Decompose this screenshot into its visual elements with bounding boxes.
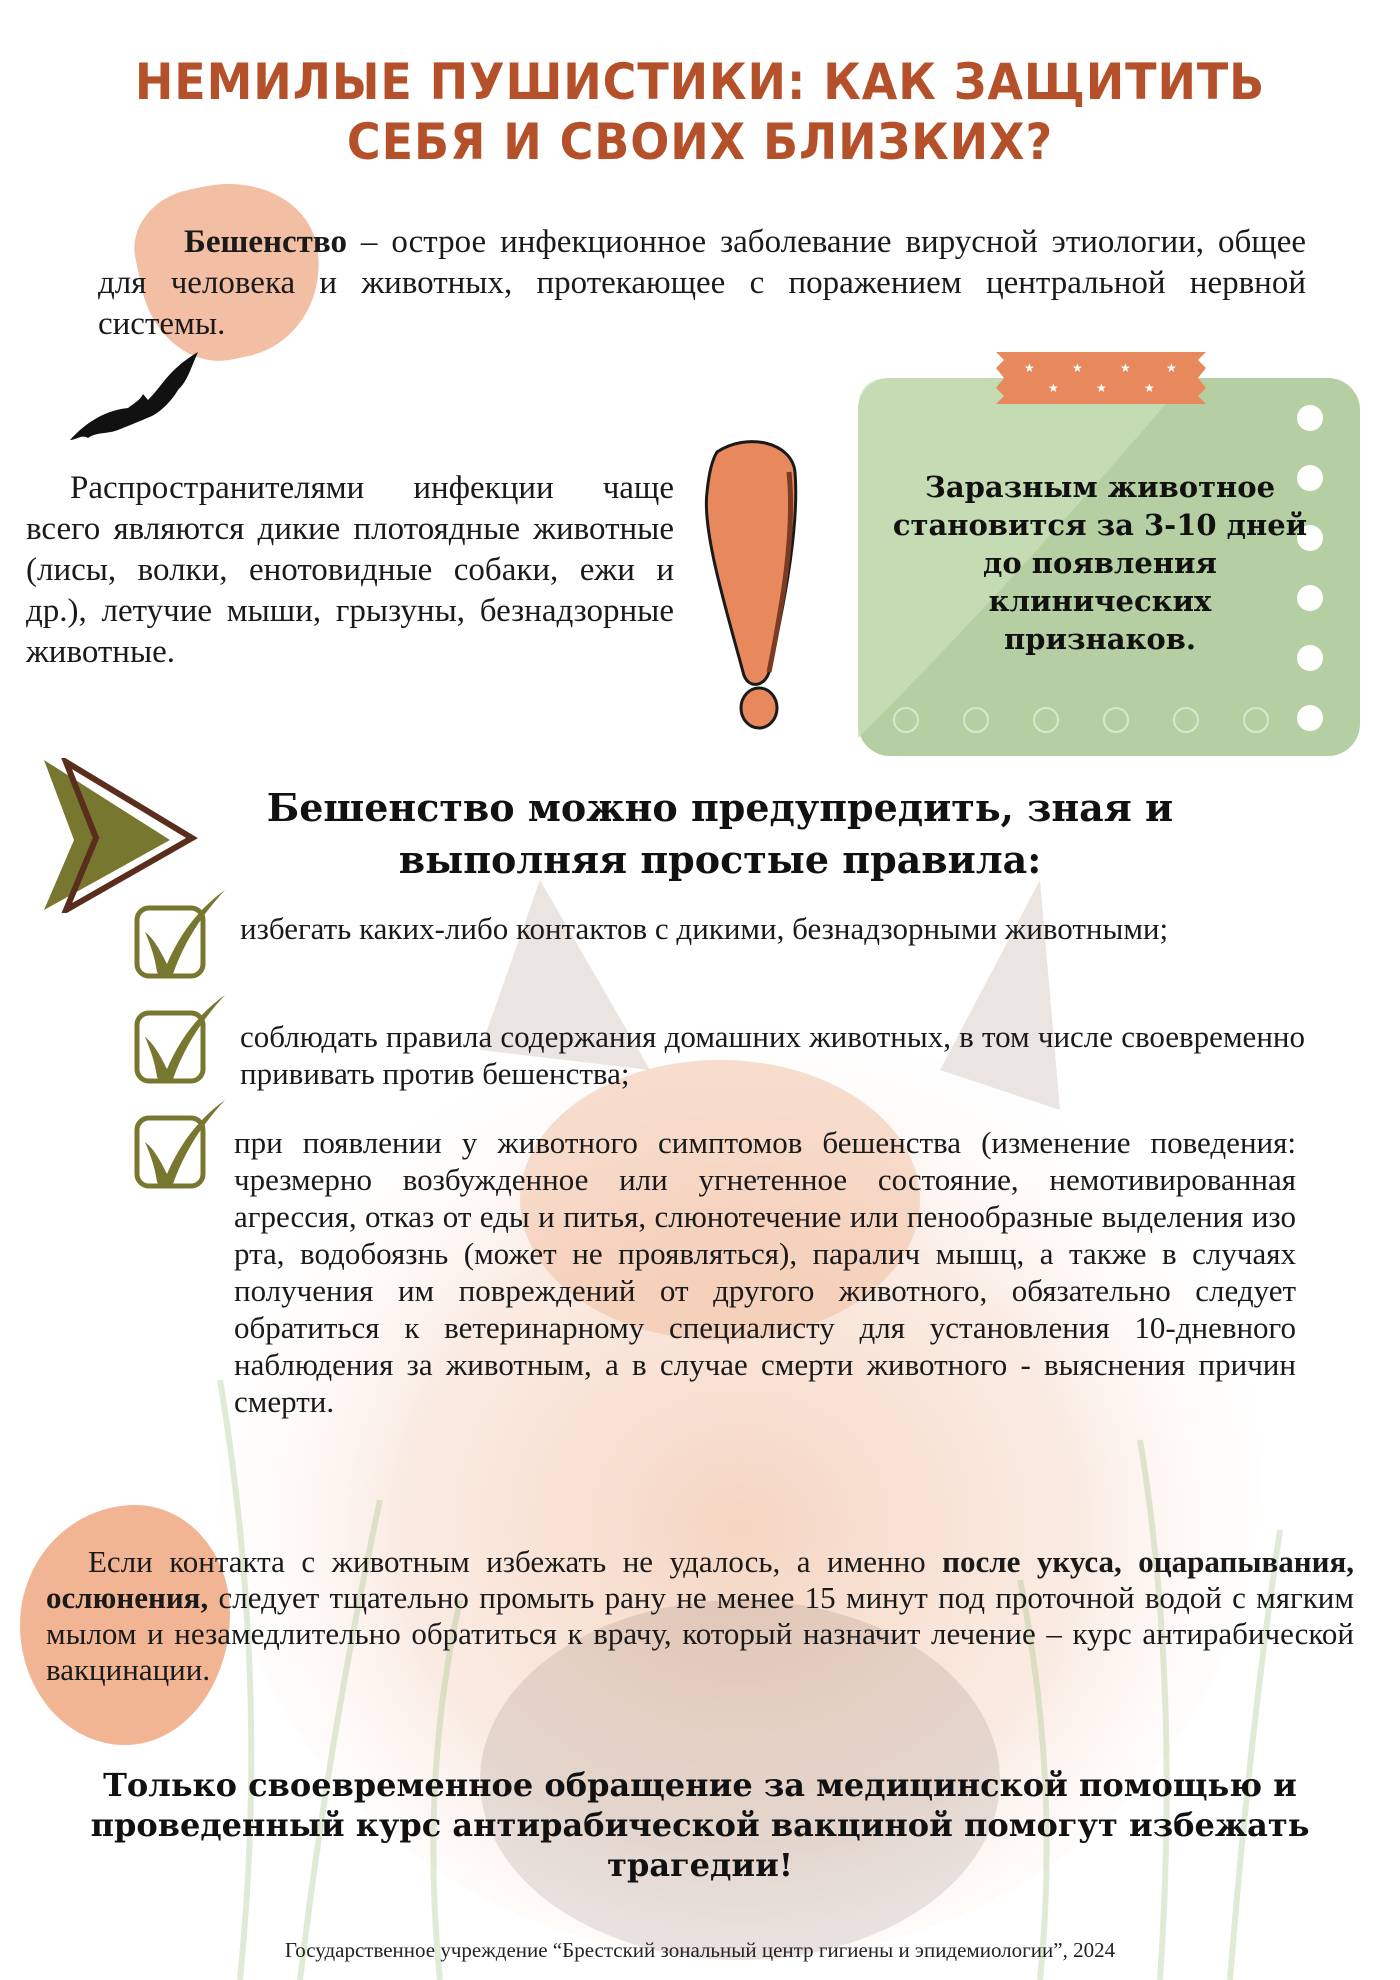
title-line-1: НЕМИЛЫЕ ПУШИСТИКИ: КАК ЗАЩИТИТЬ bbox=[134, 53, 1266, 111]
svg-text:★: ★ bbox=[1024, 361, 1035, 375]
contact-text-after: следует тщательно промыть рану не менее 15 минут под проточной водой с мягким мылом и незамедлительно обратиться к врачу, который назначит лечение – курс антирабической вакцинации. bbox=[46, 1580, 1354, 1687]
contact-advice-paragraph bbox=[46, 1544, 1354, 1688]
rule-item-3: при появлении у животного симптомов бешенства (изменение поведения: чрезмерно возбужденное или угнетенное состояние, немотивированная агрессия, отказ от еды и питья, слюнотечение или пенообразные выделения изо рта, водобоязнь (может не проявляться), паралич мышц, а также в случаях получения им повреждений от другого животного, обязательно следует обратиться к ветеринарному специалисту для установления 10-дневного наблюдения за животным, а в случае смерти животного - выяснения причин смерти. bbox=[234, 1125, 1296, 1419]
svg-text:★: ★ bbox=[1072, 361, 1083, 375]
info-card-text: Заразным животное становится за 3-10 дней до появления клинических признаков. bbox=[892, 470, 1308, 656]
final-warning: Только своевременное обращение за медицинской помощью и проведенный курс антирабической вакциной помогут избежать трагедии! bbox=[90, 1766, 1310, 1884]
footer-credit: Государственное учреждение “Брестский зональный центр гигиены и эпидемиологии”, 2024 bbox=[284, 1938, 1116, 1962]
bat-icon bbox=[68, 350, 208, 445]
spreaders-text: Распространителями инфекции чаще всего являются дикие плотоядные животные (лисы, волки, енотовидные собаки, ежи и др.), летучие мыши, грызуны, безнадзорные животные. bbox=[26, 470, 674, 670]
rule-item-2: соблюдать правила содержания домашних животных, в том числе своевременно прививать против бешенства; bbox=[240, 1019, 1305, 1091]
svg-text:★: ★ bbox=[1120, 361, 1131, 375]
star-tape-decoration bbox=[996, 352, 1206, 404]
page-title bbox=[56, 52, 1344, 172]
intro-term: Бешенство bbox=[184, 224, 347, 260]
exclamation-icon bbox=[697, 432, 807, 732]
checkbox-check-icon bbox=[133, 888, 228, 983]
rules-title: Бешенство можно предупредить, зная и выполняя простые правила: bbox=[266, 785, 1174, 882]
contact-bold-text: после укуса, оцарапывания, ослюнения, bbox=[46, 1544, 1355, 1615]
svg-text:★: ★ bbox=[1166, 361, 1177, 375]
svg-text:★: ★ bbox=[1048, 381, 1059, 395]
title-line-2: СЕБЯ И СВОИХ БЛИЗКИХ? bbox=[346, 113, 1054, 171]
svg-text:★: ★ bbox=[1096, 381, 1107, 395]
intro-text: – острое инфекционное заболевание вирусной этиологии, общее для человека и животных, протекающее с поражением центральной нервной системы. bbox=[98, 224, 1306, 342]
contact-text-before: Если контакта с животным избежать не удалось, а именно bbox=[88, 1544, 943, 1579]
spreaders-paragraph bbox=[26, 468, 674, 673]
checkbox-check-icon bbox=[133, 1098, 228, 1193]
intro-definition bbox=[98, 222, 1306, 345]
rule-item-1: избегать каких-либо контактов с дикими, безнадзорными животными; bbox=[240, 911, 1169, 946]
svg-text:★: ★ bbox=[1144, 381, 1155, 395]
checkbox-check-icon bbox=[133, 993, 228, 1088]
